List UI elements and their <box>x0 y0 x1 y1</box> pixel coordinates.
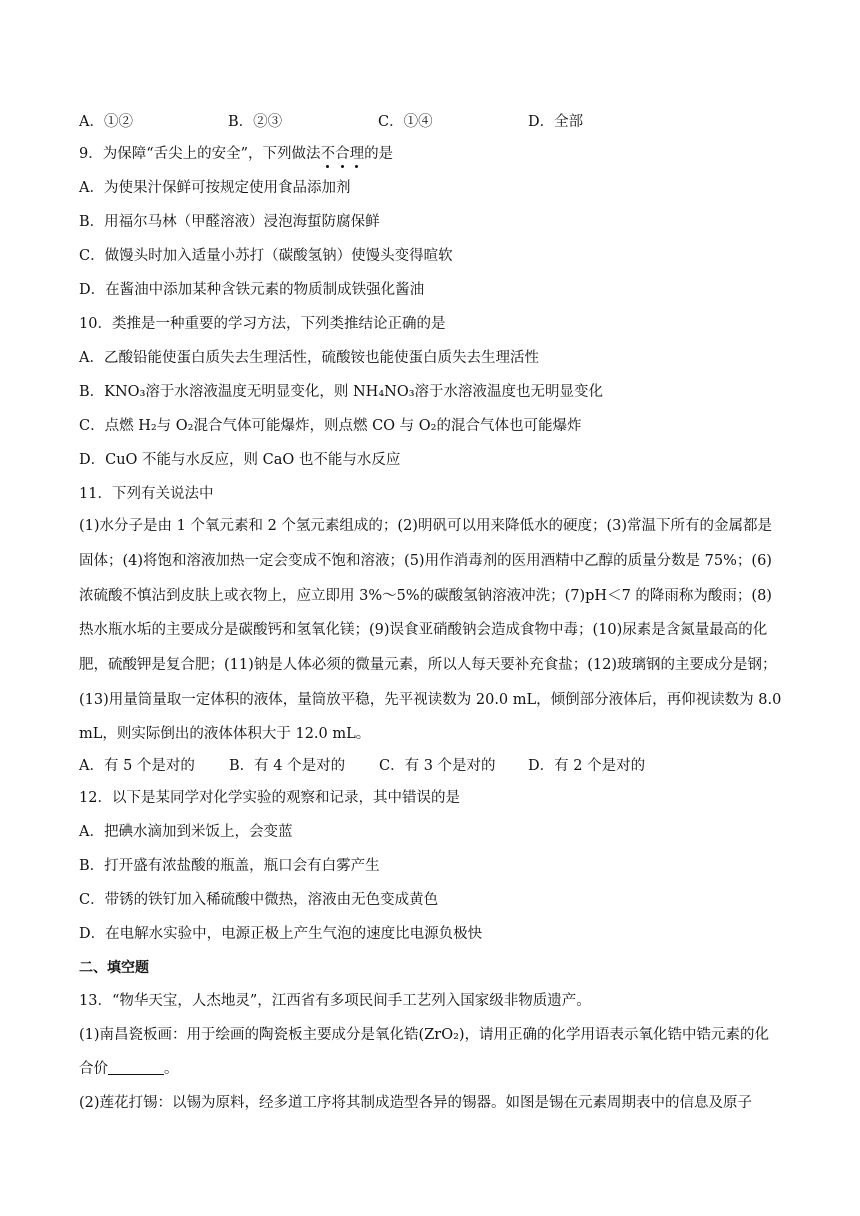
q10-option-c: C．点燃 H₂与 O₂混合气体可能爆炸，则点燃 CO 与 O₂的混合气体也可能爆炸 <box>79 418 582 434</box>
q11-line-4: 热水瓶水垢的主要成分是碳酸钙和氢氧化镁；(9)误食亚硝酸钠会造成食物中毒；(10)尿素是含氮量最高的化 <box>79 622 768 638</box>
q10-option-d: D．CuO 不能与水反应，则 CaO 也不能与水反应 <box>79 452 401 468</box>
q10-option-b: B．KNO₃溶于水溶液温度无明显变化，则 NH₄NO₃溶于水溶液温度也无明显变化 <box>79 384 604 400</box>
section-heading: 二、填空题 <box>79 960 149 976</box>
q11-stem: 11．下列有关说法中 <box>79 486 214 502</box>
q13-part1-line1: (1)南昌瓷板画：用于绘画的陶瓷板主要成分是氧化锆(ZrO₂)，请用正确的化学用语表示氧化锆中锆元素的化 <box>79 1027 770 1043</box>
q9-stem-pre: 9．为保障“舌尖上的安全”，下列做法 <box>79 146 321 162</box>
emphasis-char-2: 合 <box>335 146 350 162</box>
q11-line-3: 浓硫酸不慎沾到皮肤上或衣物上，应立即用 3%～5%的碳酸氢钠溶液冲洗；(7)pH＜7 的降雨称为酸雨；(8) <box>79 588 772 604</box>
q13-part2-line1: (2)莲花打锡：以锡为原料，经多道工序将其制成造型各异的锡器。如图是锡在元素周期表中的信息及原子 <box>79 1095 753 1111</box>
q9-option-d: D．在酱油中添加某种含铁元素的物质制成铁强化酱油 <box>79 282 425 298</box>
answer-blank[interactable] <box>108 1060 164 1075</box>
q11-option-d: D．有 2 个是对的 <box>528 758 646 774</box>
q8-option-d: D．全部 <box>528 114 584 130</box>
q12-option-a: A．把碘水滴加到米饭上，会变蓝 <box>79 824 293 840</box>
q13-part1-line2 <box>79 1059 179 1079</box>
q12-stem: 12．以下是某同学对化学实验的观察和记录，其中错误的是 <box>79 790 460 806</box>
q9-stem-post: 的是 <box>364 146 394 162</box>
q12-option-c: C．带锈的铁钉加入稀硫酸中微热，溶液由无色变成黄色 <box>79 892 439 908</box>
q11-option-c: C．有 3 个是对的 <box>379 758 496 774</box>
q13-stem: 13．“物华天宝，人杰地灵”，江西省有多项民间手工艺列入国家级非物质遗产。 <box>79 993 591 1009</box>
emphasis-char-1: 不 <box>320 146 336 162</box>
q11-line-1: (1)水分子是由 1 个氧元素和 2 个氢元素组成的；(2)明矾可以用来降低水的硬度；(3)常温下所有的金属都是 <box>79 518 773 534</box>
q13-part1-period: 。 <box>164 1061 179 1077</box>
q10-stem: 10．类推是一种重要的学习方法，下列类推结论正确的是 <box>79 316 446 332</box>
q13-part1-text: 合价 <box>79 1061 108 1077</box>
q9-option-c: C．做馒头时加入适量小苏打（碳酸氢钠）使馒头变得暄软 <box>79 248 453 264</box>
emphasis-char-3: 理 <box>349 146 365 162</box>
q12-option-d: D．在电解水实验中，电源正极上产生气泡的速度比电源负极快 <box>79 926 483 942</box>
q8-option-a: A．①② <box>79 114 133 130</box>
q12-option-b: B．打开盛有浓盐酸的瓶盖，瓶口会有白雾产生 <box>79 858 380 874</box>
q9-option-a: A．为使果汁保鲜可按规定使用食品添加剂 <box>79 180 351 196</box>
q11-line-7: mL，则实际倒出的液体体积大于 12.0 mL。 <box>79 726 371 742</box>
q11-line-5: 肥，硫酸钾是复合肥；(11)钠是人体必须的微量元素，所以人每天要补充食盐；(12)玻璃钢的主要成分是钢； <box>79 657 777 673</box>
q9-stem-emphasis <box>321 146 365 162</box>
q9-stem <box>79 144 393 164</box>
q11-option-a: A．有 5 个是对的 <box>79 758 195 774</box>
q10-option-a: A．乙酸铅能使蛋白质失去生理活性，硫酸铵也能使蛋白质失去生理活性 <box>79 350 539 366</box>
q8-option-c: C．①④ <box>378 114 433 130</box>
q11-line-2: 固体；(4)将饱和溶液加热一定会变成不饱和溶液；(5)用作消毒剂的医用酒精中乙醇的质量分数是 75%；(6) <box>79 553 772 569</box>
q11-option-b: B．有 4 个是对的 <box>229 758 346 774</box>
q11-line-6: (13)用量筒量取一定体积的液体，量筒放平稳，先平视读数为 20.0 mL，倾倒部分液体后，再仰视读数为 8.0 <box>79 692 782 708</box>
q9-option-b: B．用福尔马林（甲醛溶液）浸泡海蜇防腐保鲜 <box>79 214 380 230</box>
q8-option-b: B．②③ <box>228 114 283 130</box>
